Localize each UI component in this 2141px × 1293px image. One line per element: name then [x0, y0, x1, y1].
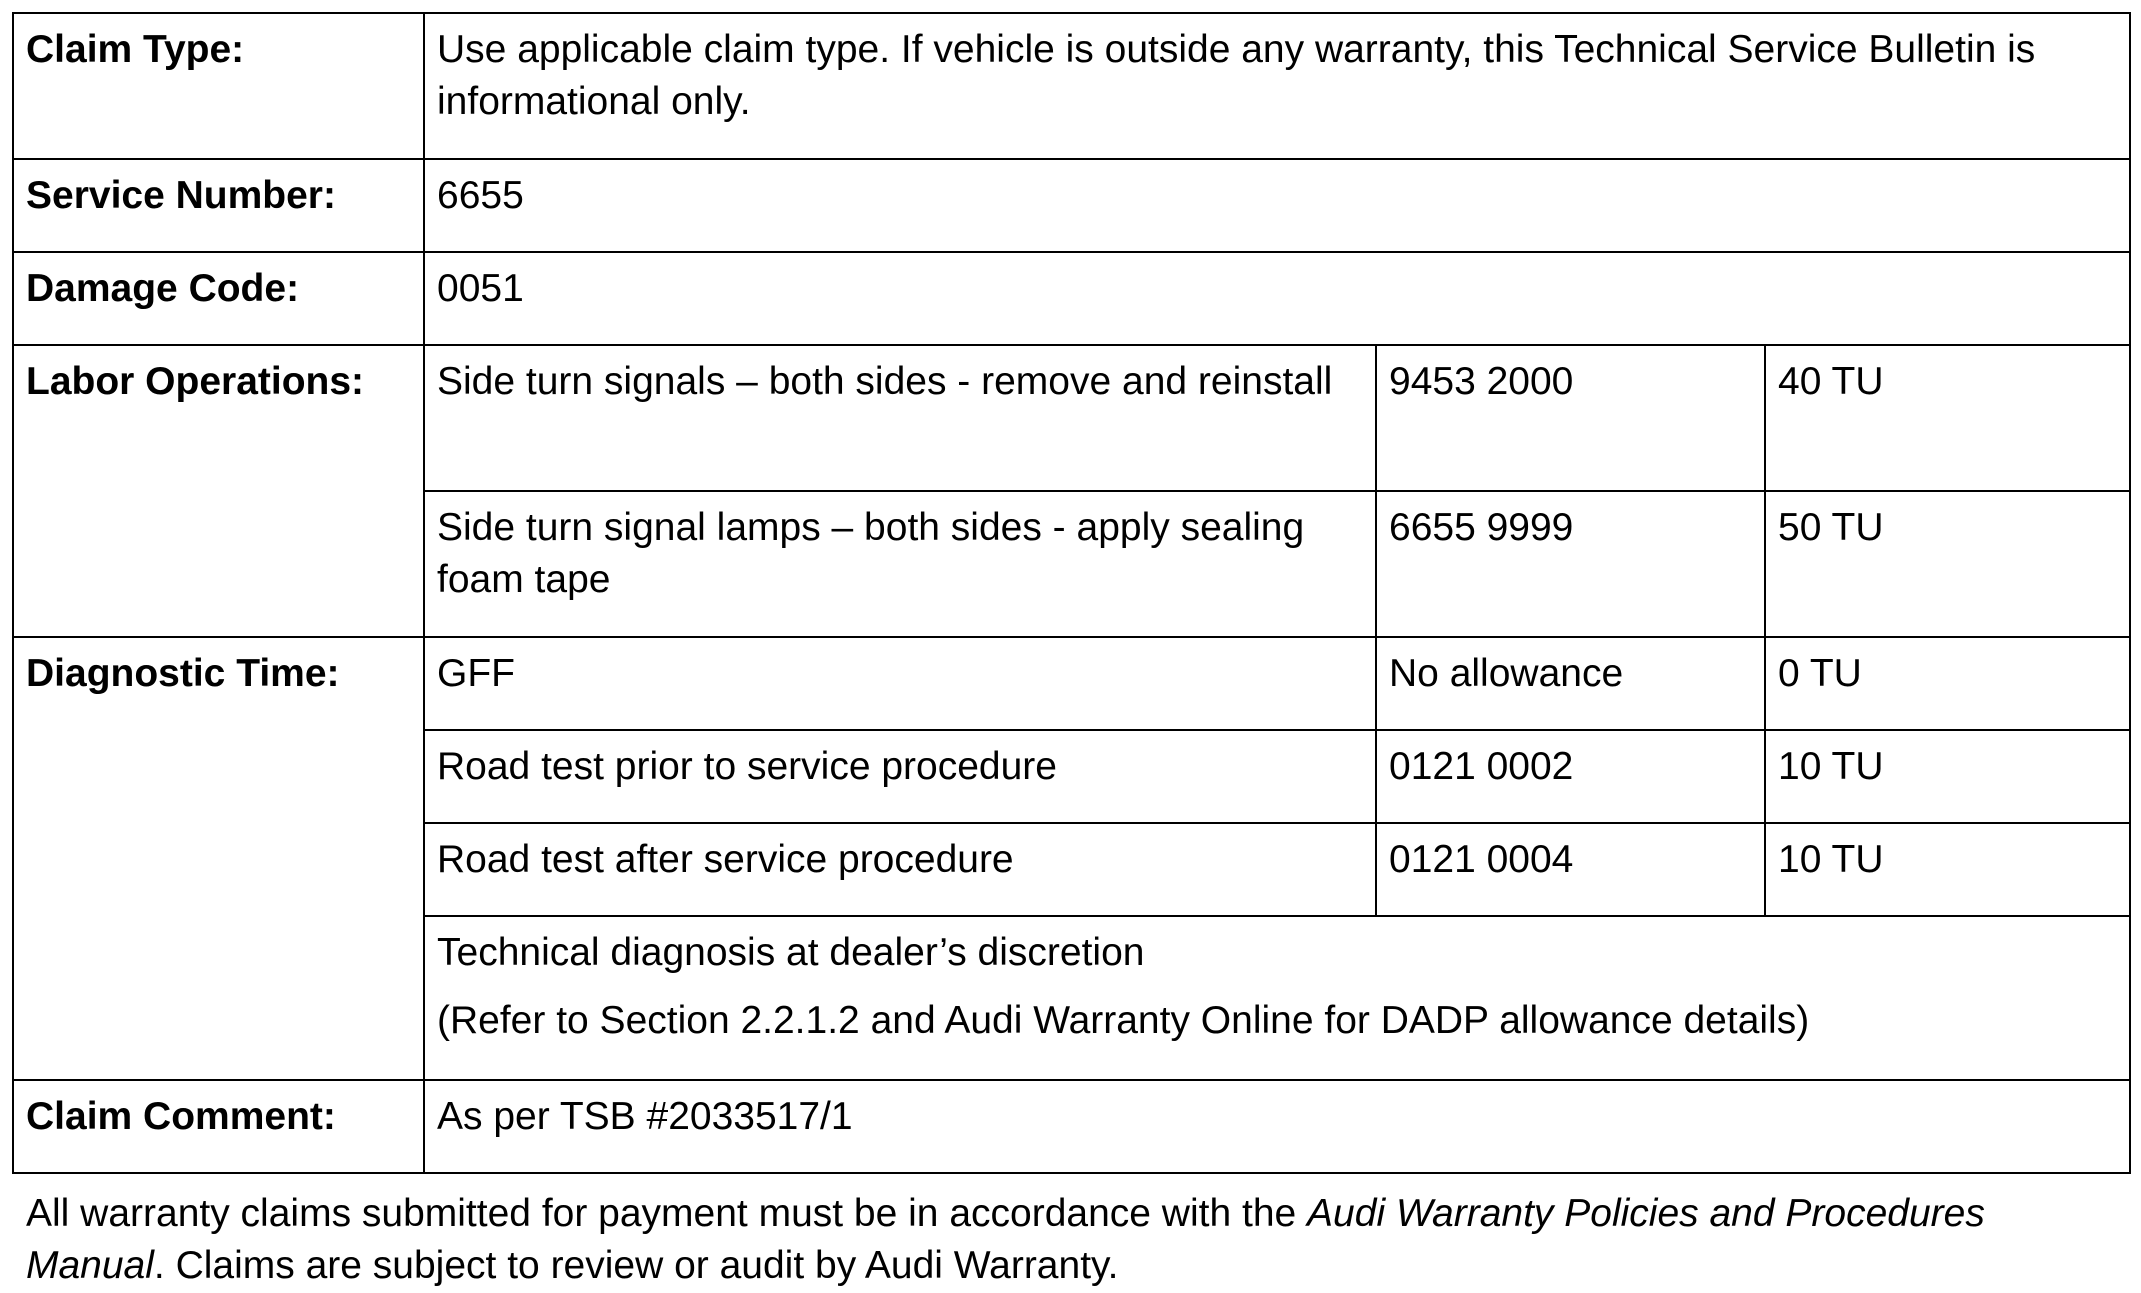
footer-text-before: All warranty claims submitted for payment must be in accordance with the — [26, 1192, 1308, 1235]
labor-operation-time: 40 TU — [1765, 345, 2130, 491]
labor-operation-description: Side turn signals – both sides - remove and reinstall — [424, 345, 1376, 491]
labor-operations-label: Labor Operations: — [13, 345, 424, 637]
manual-title: Audi Warranty Policies and Procedures Manual — [26, 1192, 1985, 1287]
damage-code-row — [13, 252, 2130, 345]
damage-code-value: 0051 — [424, 252, 2130, 345]
diagnostic-description: Road test after service procedure — [424, 823, 1376, 916]
claim-type-label: Claim Type: — [13, 13, 424, 159]
diagnostic-code: No allowance — [1376, 637, 1765, 730]
diagnostic-time-label: Diagnostic Time: — [13, 637, 424, 1080]
claim-comment-value: As per TSB #2033517/1 — [424, 1080, 2130, 1173]
footer-text-after: . Claims are subject to review or audit by Audi Warranty. — [153, 1244, 1119, 1287]
diagnostic-code: 0121 0004 — [1376, 823, 1765, 916]
diagnostic-note-line: Technical diagnosis at dealer’s discretion — [437, 931, 1145, 974]
claim-comment-label: Claim Comment: — [13, 1080, 424, 1173]
service-number-value: 6655 — [424, 159, 2130, 252]
diagnostic-code: 0121 0002 — [1376, 730, 1765, 823]
claim-comment-row — [13, 1080, 2130, 1173]
diagnostic-note-reference: (Refer to Section 2.2.1.2 and Audi Warranty Online for DADP allowance details) — [437, 999, 1810, 1042]
diagnostic-time-units: 10 TU — [1765, 823, 2130, 916]
labor-operation-description: Side turn signal lamps – both sides - apply sealing foam tape — [424, 491, 1376, 637]
damage-code-label: Damage Code: — [13, 252, 424, 345]
claim-type-row — [13, 13, 2130, 159]
labor-operation-row — [13, 345, 2130, 491]
diagnostic-note — [424, 916, 2130, 1080]
labor-operation-code: 6655 9999 — [1376, 491, 1765, 637]
labor-operation-time: 50 TU — [1765, 491, 2130, 637]
diagnostic-description: Road test prior to service procedure — [424, 730, 1376, 823]
labor-operation-code: 9453 2000 — [1376, 345, 1765, 491]
diagnostic-time-units: 10 TU — [1765, 730, 2130, 823]
diagnostic-description: GFF — [424, 637, 1376, 730]
warranty-claim-table — [12, 12, 2131, 1174]
service-number-row — [13, 159, 2130, 252]
claim-type-value: Use applicable claim type. If vehicle is outside any warranty, this Technical Service Bulletin is informational only. — [424, 13, 2130, 159]
footer-disclaimer — [26, 1188, 2126, 1292]
service-number-label: Service Number: — [13, 159, 424, 252]
diagnostic-time-units: 0 TU — [1765, 637, 2130, 730]
diagnostic-time-row — [13, 637, 2130, 730]
